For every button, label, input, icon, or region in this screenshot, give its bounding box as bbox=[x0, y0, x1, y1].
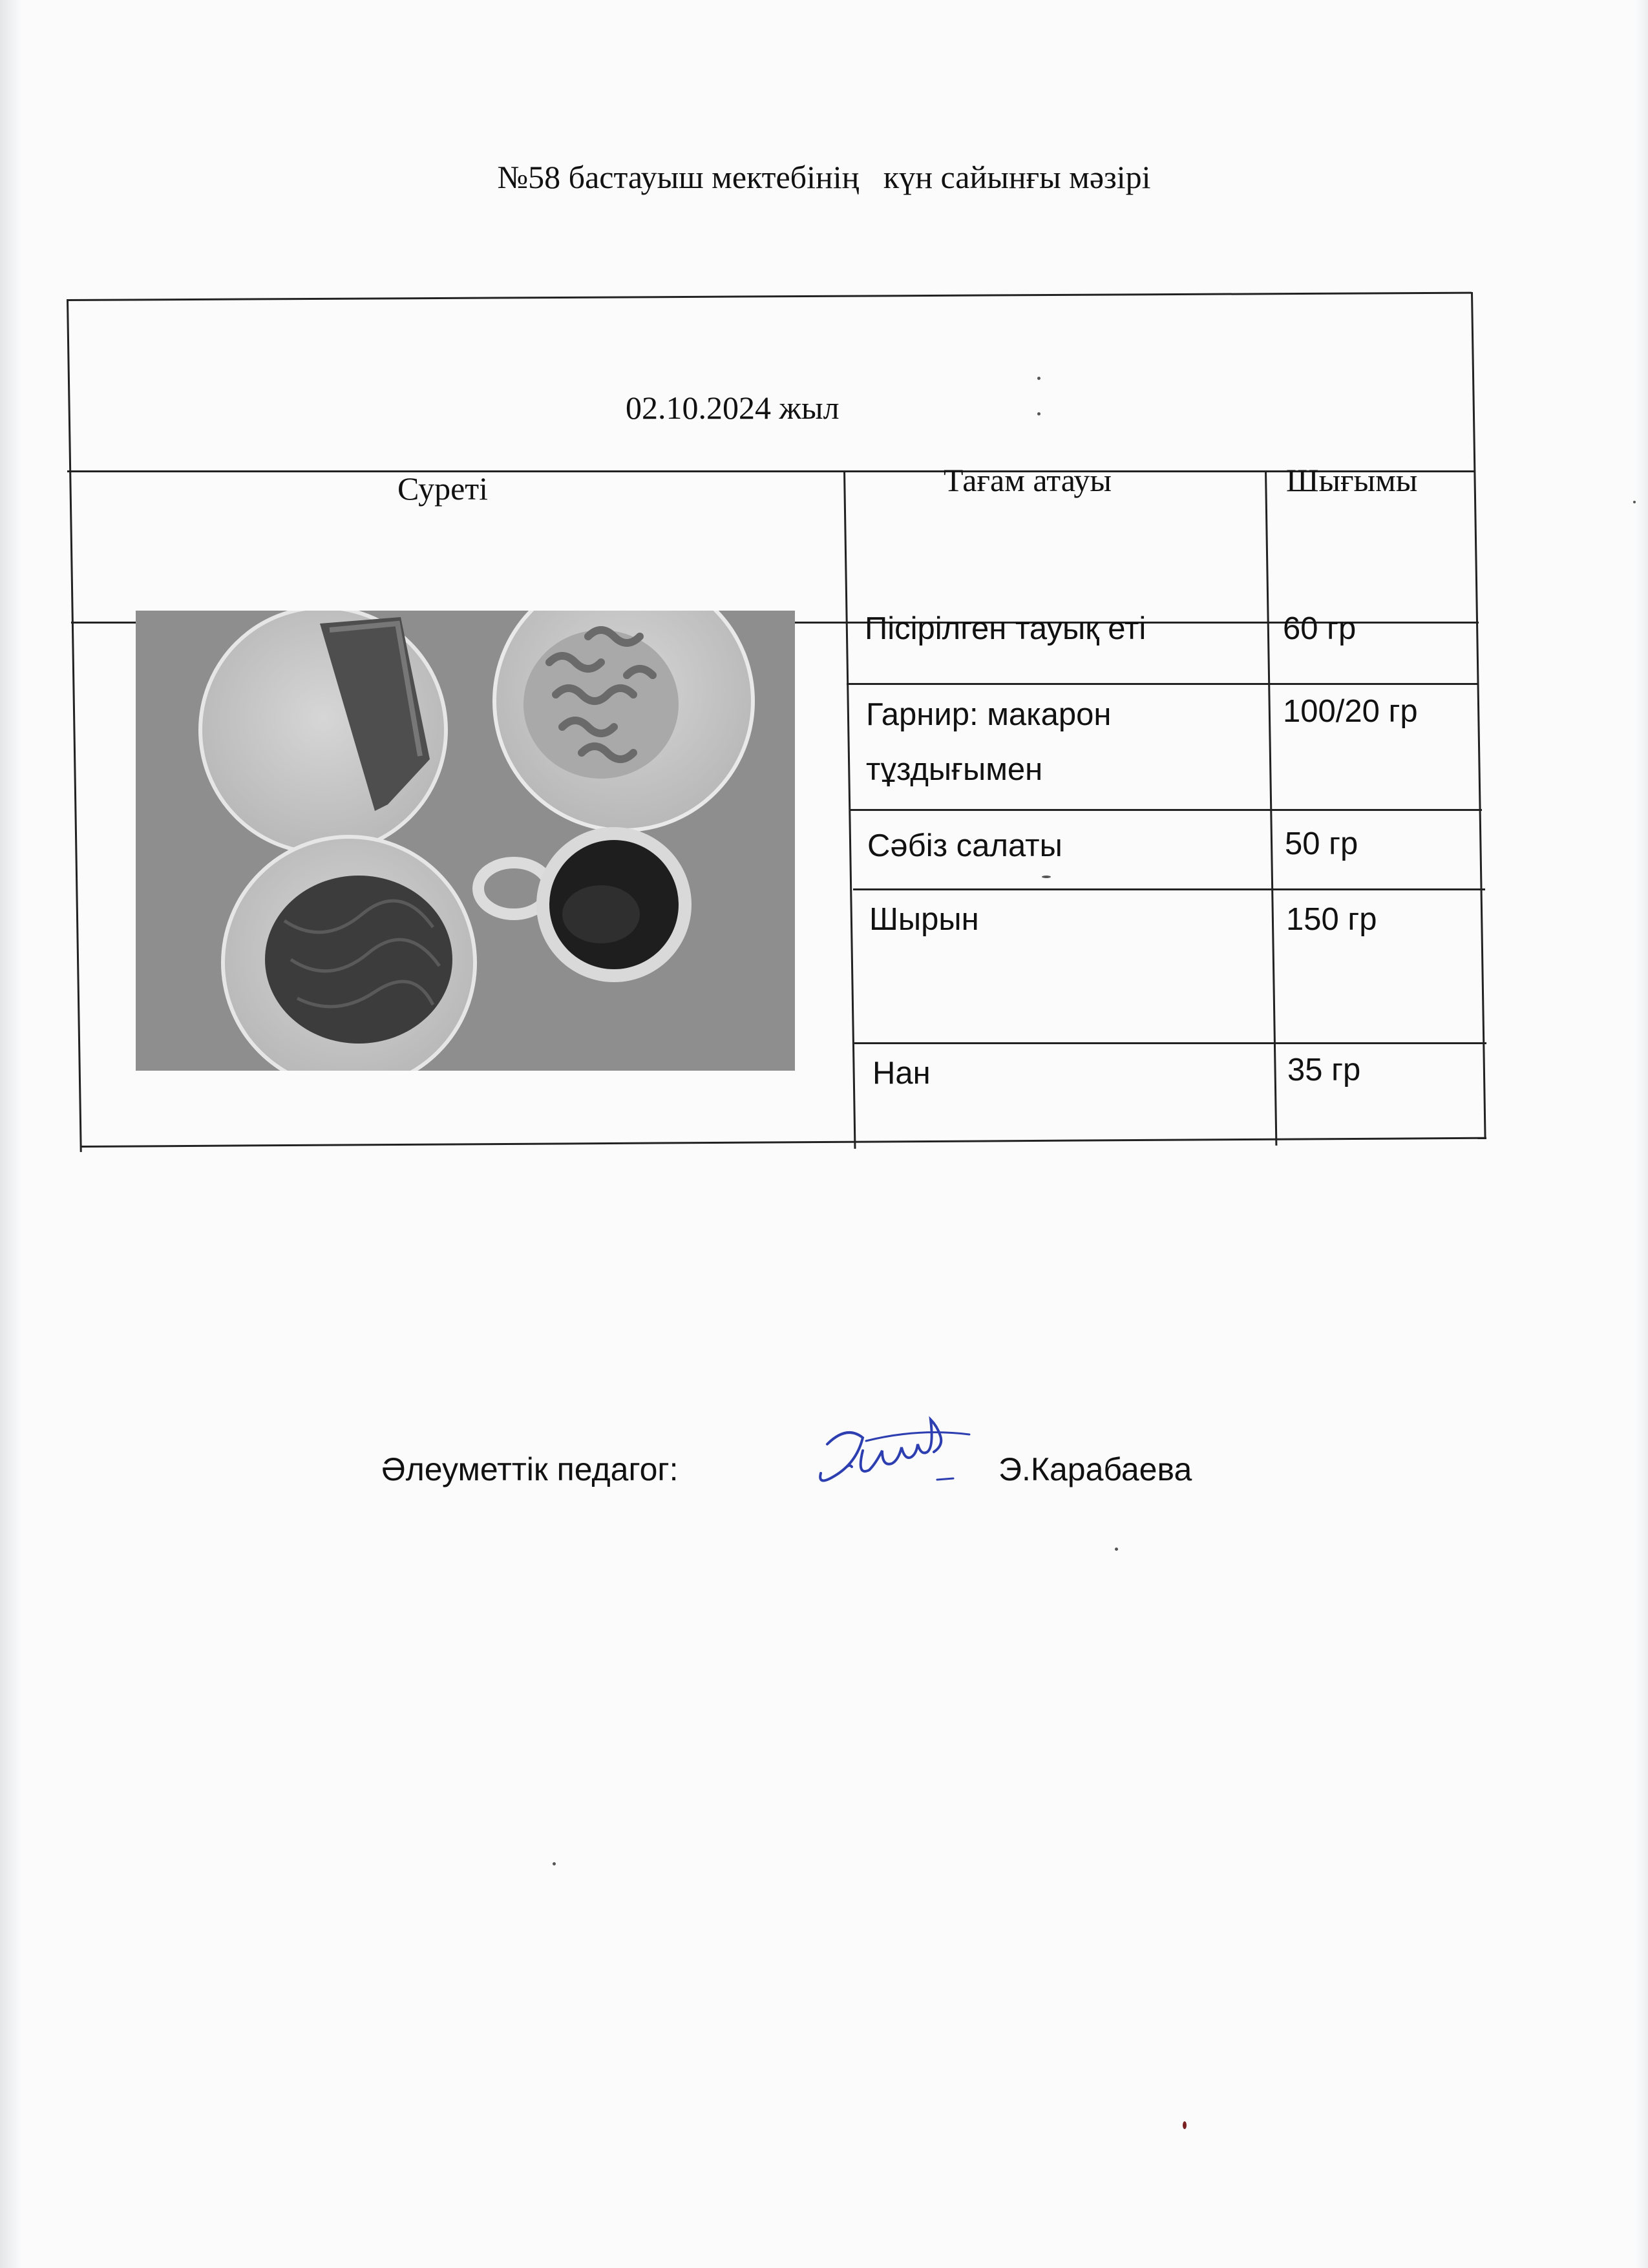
dish-portion-2: 100/20 гр bbox=[1283, 694, 1418, 729]
column-header-photo: Суреті bbox=[397, 470, 489, 507]
row-divider-3 bbox=[853, 888, 1485, 890]
table-border-left bbox=[67, 299, 82, 1152]
row-divider-1 bbox=[847, 683, 1479, 685]
table-divider-date bbox=[67, 470, 1475, 472]
footer-role: Әлеуметтік педагог: bbox=[381, 1451, 679, 1487]
scan-edge-right bbox=[1635, 0, 1648, 2268]
scan-speck bbox=[1115, 1548, 1118, 1551]
page-title: №58 бастауыш мектебінің күн сайынғы мәзірі bbox=[497, 159, 1151, 195]
scan-speck bbox=[1633, 501, 1636, 503]
dish-name-3: Сәбіз салаты bbox=[867, 828, 1062, 863]
scan-speck bbox=[1183, 2121, 1187, 2129]
dish-portion-5: 35 гр bbox=[1287, 1053, 1361, 1087]
table-border-right bbox=[1471, 292, 1486, 1139]
signature bbox=[801, 1405, 982, 1502]
column-header-portion: Шығымы bbox=[1286, 462, 1418, 498]
scan-speck bbox=[1037, 412, 1041, 415]
row-divider-4 bbox=[854, 1042, 1486, 1044]
dish-name-4: Шырын bbox=[869, 902, 979, 937]
row-divider-2 bbox=[850, 809, 1482, 811]
dish-name-1: Пісірілген тауық еті bbox=[865, 611, 1146, 646]
dish-portion-1: 60 гр bbox=[1283, 611, 1357, 646]
dish-name-2-line2: тұздығымен bbox=[866, 752, 1043, 787]
scan-speck bbox=[553, 1862, 556, 1865]
dish-name-5: Нан bbox=[872, 1056, 931, 1091]
table-date: 02.10.2024 жыл bbox=[626, 390, 840, 426]
dish-name-2: Гарнир: макарон bbox=[866, 697, 1112, 732]
table-border-top bbox=[67, 292, 1472, 301]
meal-photo bbox=[136, 611, 795, 1071]
dish-portion-4: 150 гр bbox=[1286, 902, 1377, 937]
scan-speck bbox=[1042, 876, 1051, 878]
column-header-dish: Тағам атауы bbox=[944, 462, 1112, 498]
dish-portion-3: 50 гр bbox=[1285, 826, 1358, 861]
scan-speck bbox=[1037, 377, 1041, 380]
footer-signer: Э.Карабаева bbox=[998, 1451, 1192, 1487]
col-divider-2 bbox=[1265, 470, 1277, 1146]
scan-edge-left bbox=[0, 0, 22, 2268]
